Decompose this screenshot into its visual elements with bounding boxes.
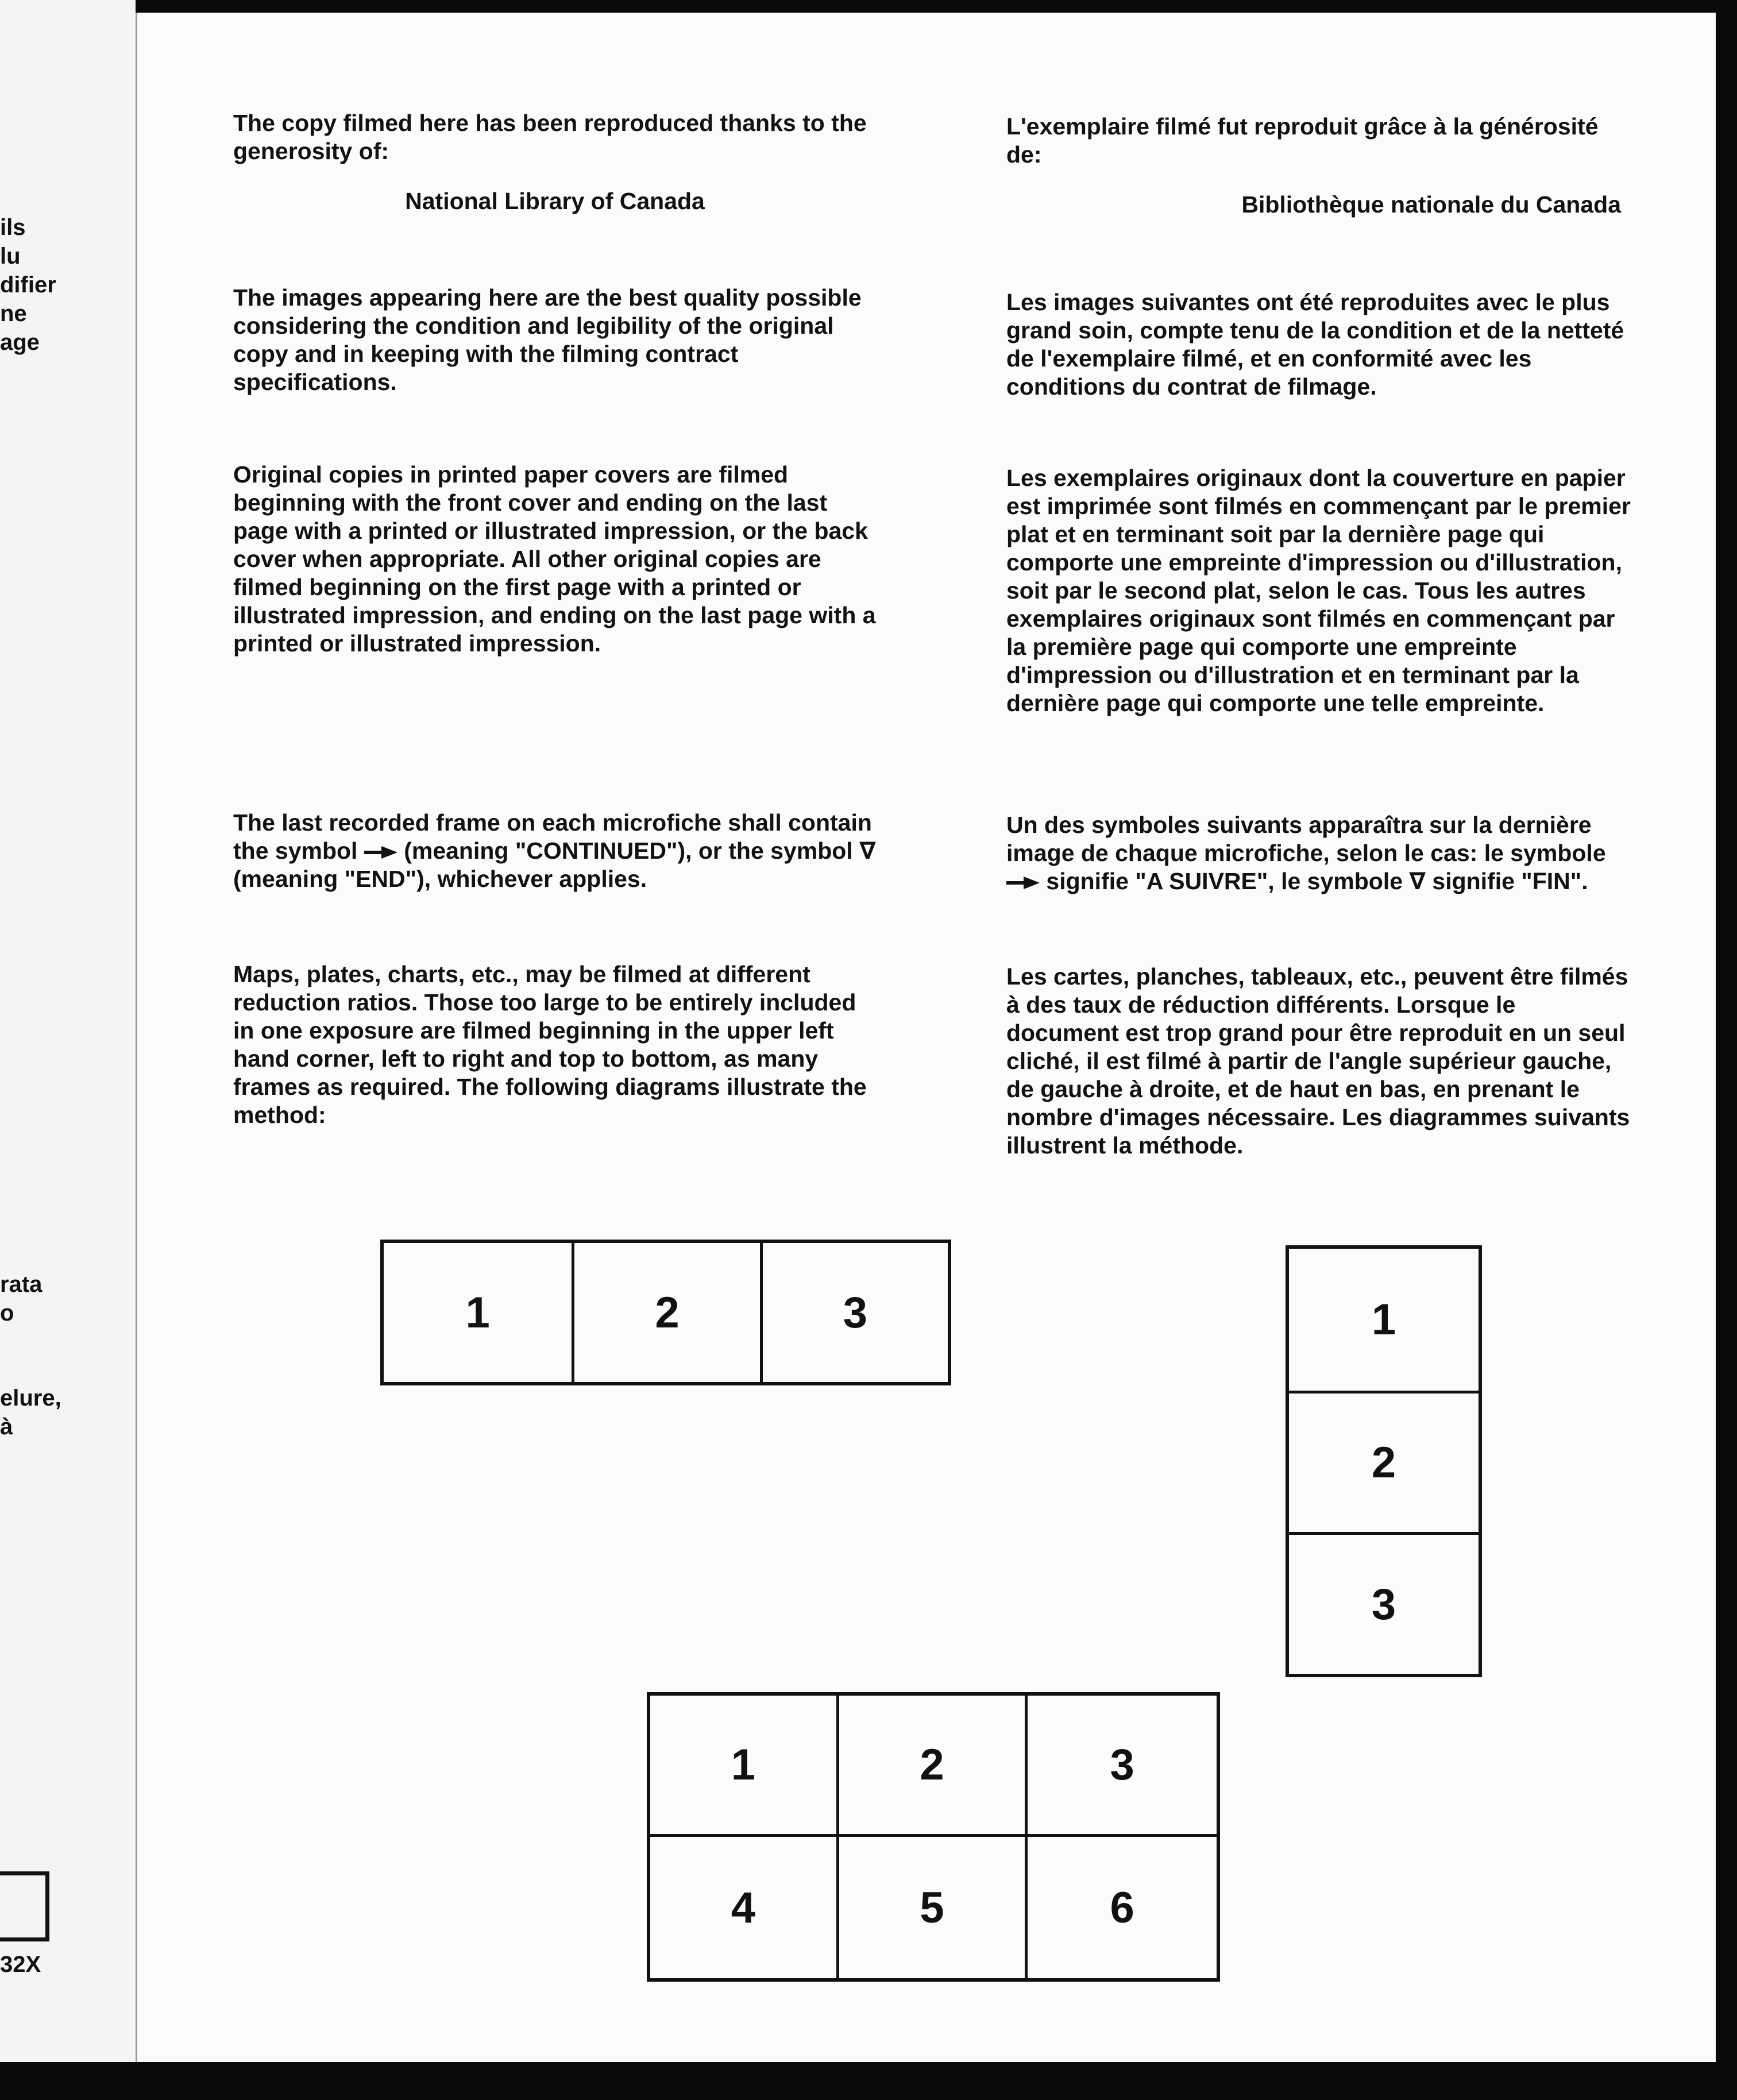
diagram-row bbox=[380, 1240, 951, 1385]
strip-fragment: difier bbox=[0, 272, 56, 298]
fr-institution: Bibliothèque nationale du Canada bbox=[1241, 191, 1621, 218]
strip-fragment: age bbox=[0, 330, 40, 355]
continued-arrow-icon bbox=[364, 837, 397, 864]
strip-fragment: ils bbox=[0, 215, 26, 240]
diagram-cell: 6 bbox=[1110, 1883, 1134, 1932]
fr-original-copies: Les exemplaires originaux dont la couverture en papier est imprimée sont filmés en commençant par le premier plat et en terminant soit par la dernière page qui comporte une empreinte d'impression ou d'illustration, soit par le second plat, selon le cas. Tous les autres exemplaires originaux sont filmés en commençant par la première page qui comporte une empreinte d'impression ou d'illustration et en terminant par la dernière page qui comporte une telle empreinte. bbox=[1006, 465, 1631, 716]
diagram-cell: 1 bbox=[1371, 1295, 1396, 1344]
en-quality: The images appearing here are the best quality possible considering the condition and legibility of the original copy and in keeping with the filming contract specifications. bbox=[233, 284, 862, 395]
diagram-grid bbox=[647, 1692, 1220, 1982]
left-page-strip bbox=[0, 0, 136, 2062]
fr-quality: Les images suivantes ont été reproduites avec le plus grand soin, compte tenu de la condition et de la netteté de l'exemplaire filmé, et en conformité avec les conditions du contrat de filmage. bbox=[1006, 289, 1624, 400]
en-symbols: The last recorded frame on each microfiche shall contain the symbol (meaning "CONTINUED"), or the symbol ∇ (meaning "END"), whichever applies. bbox=[233, 809, 876, 892]
en-institution: National Library of Canada bbox=[405, 188, 705, 214]
diagram-cell: 1 bbox=[465, 1288, 490, 1337]
end-symbol-icon: ∇ bbox=[1409, 868, 1426, 894]
diagram-cell: 3 bbox=[1028, 1696, 1217, 1837]
diagram-cell: 3 bbox=[1289, 1532, 1479, 1674]
en-maps: Maps, plates, charts, etc., may be filmed at different reduction ratios. Those too large to be entirely included in one exposure are filmed beginning in the upper left hand corner, left to right and top to bottom, as many frames as required. The following diagrams illustrate the method: bbox=[233, 961, 867, 1128]
diagram-column bbox=[1286, 1245, 1482, 1677]
fr-intro: L'exemplaire filmé fut reproduit grâce à la générosité de: bbox=[1006, 113, 1599, 168]
strip-fragment: ne bbox=[0, 301, 27, 326]
diagram-cell: 5 bbox=[839, 1837, 1028, 1978]
diagram-cell: 2 bbox=[572, 1243, 759, 1382]
diagram-cell: 2 bbox=[839, 1696, 1028, 1837]
frame-box bbox=[0, 1871, 49, 1941]
strip-fragment: lu bbox=[0, 244, 21, 269]
strip-fragment: o bbox=[0, 1300, 14, 1326]
end-symbol-icon: ∇ bbox=[859, 837, 876, 864]
diagram-cell: 3 bbox=[760, 1243, 948, 1382]
fr-symbols: Un des symboles suivants apparaîtra sur la dernière image de chaque microfiche, selon le cas: le symbole signifie "A SUIVRE", le symbole ∇ signifie "FIN". bbox=[1006, 812, 1606, 894]
diagram-cell: 2 bbox=[1289, 1391, 1479, 1532]
strip-fragment: rata bbox=[0, 1272, 43, 1297]
strip-fragment: elure, bbox=[0, 1385, 61, 1411]
diagram-cell: 1 bbox=[650, 1696, 839, 1837]
continued-arrow-icon bbox=[1006, 868, 1040, 894]
reduction-label: 32X bbox=[0, 1952, 41, 1977]
diagram-cell: 4 bbox=[650, 1837, 839, 1978]
en-intro: The copy filmed here has been reproduced thanks to the generosity of: bbox=[233, 110, 867, 164]
strip-fragment: à bbox=[0, 1414, 13, 1439]
fr-maps: Les cartes, planches, tableaux, etc., peuvent être filmés à des taux de réduction différents. Lorsque le document est trop grand pour être reproduit en un seul cliché, il est filmé à partir de l'angle supérieur gauche, de gauche à droite, et de haut en bas, en prenant le nombre d'images nécessaire. Les diagrammes suivants illustrent la méthode. bbox=[1006, 963, 1630, 1159]
en-original-copies: Original copies in printed paper covers are filmed beginning with the front cover and ending on the last page with a printed or illustrated impression, or the back cover when appropriate. All other original copies are filmed beginning on the first page with a printed or illustrated impression, and ending on the last page with a printed or illustrated impression. bbox=[233, 461, 876, 657]
